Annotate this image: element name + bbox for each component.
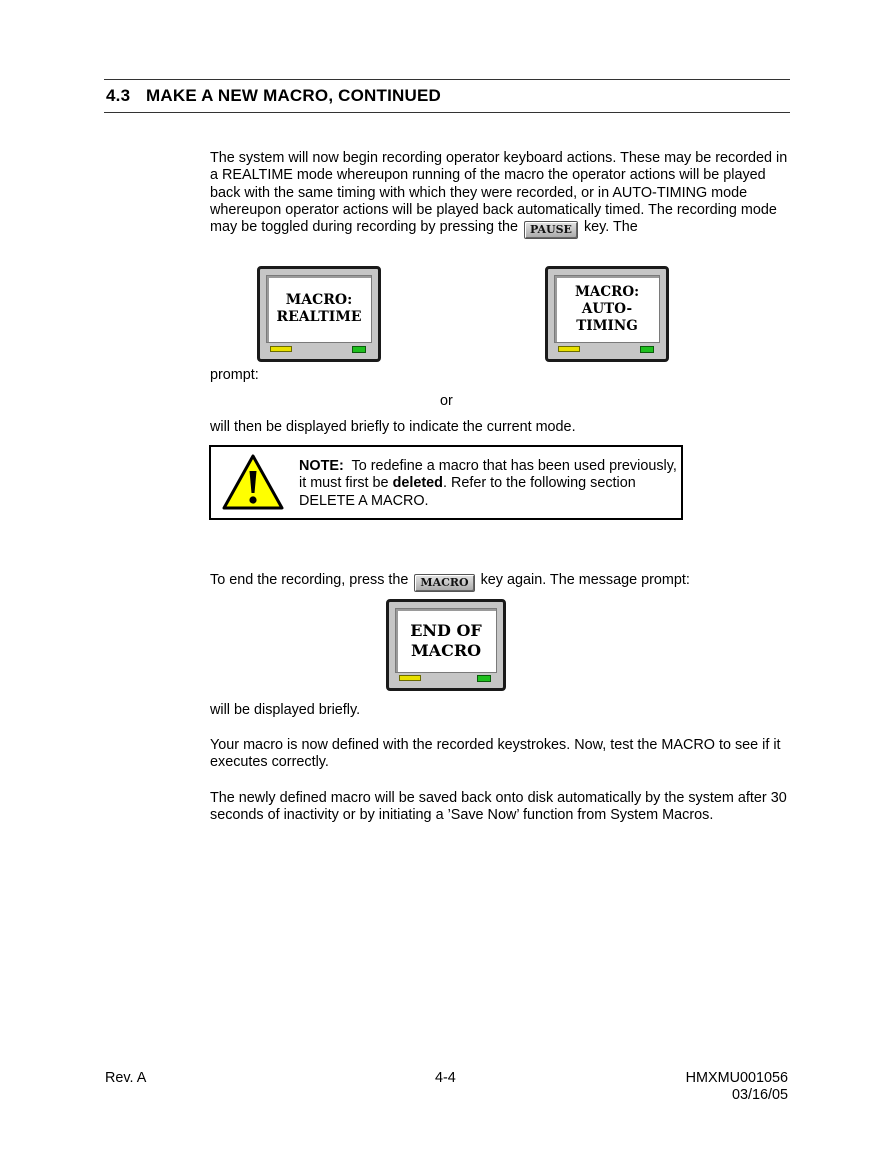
- green-led: [640, 346, 654, 353]
- note-body-end: . Refer to the following section DELETE A MACRO.: [299, 475, 636, 509]
- monitor-end-of-macro: [386, 599, 506, 691]
- displayed-briefly: will be displayed briefly.: [210, 702, 361, 718]
- section-title: MAKE A NEW MACRO, CONTINUED: [146, 86, 442, 105]
- monitor-screen: [395, 608, 497, 673]
- green-led: [352, 346, 366, 353]
- end-recording-paragraph: [210, 572, 790, 592]
- intro-paragraph: [210, 150, 790, 239]
- footer-date: 03/16/05: [731, 1087, 788, 1103]
- yellow-led: [399, 675, 421, 681]
- header-rule-top: [104, 79, 790, 80]
- screen-line: TIMING: [576, 317, 638, 334]
- footer-rev: Rev. A: [105, 1070, 147, 1086]
- note-body: To redefine a macro that has been used previously, it must first be: [299, 458, 677, 492]
- screen-line: MACRO: [410, 640, 482, 660]
- monitor-screen: [266, 275, 372, 343]
- displayed-text: will then be displayed briefly to indicate the current mode.: [210, 419, 576, 435]
- footer-page-number: 4-4: [435, 1070, 456, 1086]
- monitor-auto-timing: [545, 266, 669, 362]
- pause-key: PAUSE: [524, 221, 578, 239]
- intro-text-end: key. The: [583, 219, 638, 236]
- macro-key: MACRO: [414, 574, 474, 592]
- monitor-screen: [554, 275, 660, 343]
- end-text: To end the recording, press the: [210, 572, 409, 588]
- note-label: NOTE:: [299, 458, 344, 474]
- yellow-led: [558, 346, 580, 352]
- green-led: [477, 675, 491, 682]
- screen-line: MACRO:: [285, 292, 353, 308]
- end-text-after: key again. The message prompt:: [480, 572, 690, 588]
- prompt-label: prompt:: [210, 367, 259, 383]
- screen-line: REALTIME: [276, 309, 362, 325]
- section-heading: [106, 86, 441, 106]
- section-number: 4.3: [106, 86, 131, 105]
- footer-doc-block: [686, 1070, 788, 1104]
- warning-triangle-icon: [221, 453, 285, 511]
- or-label: or: [440, 393, 453, 409]
- monitor-realtime: [257, 266, 381, 362]
- yellow-led: [270, 346, 292, 352]
- screen-line: END OF: [410, 620, 482, 640]
- intro-text: The system will now begin recording operator keyboard actions. These may be recorded in a REALTIME mode whereupon running of the macro the operator actions will be played back with the same timing with which they were recorded, or in AUTO-TIMING mode whereupon operator actions will be played back automatically timed. The recording mode may be toggled during recording by pressing the: [210, 150, 788, 236]
- defined-paragraph: Your macro is now defined with the recorded keystrokes. Now, test the MACRO to see if it executes correctly.: [210, 737, 781, 771]
- saved-paragraph: The newly defined macro will be saved back onto disk automatically by the system after 30 seconds of inactivity or by initiating a ’Save Now’ function from System Macros.: [210, 790, 787, 824]
- note-bold: deleted: [392, 475, 443, 492]
- header-rule-bottom: [104, 112, 790, 113]
- footer-doc-id: HMXMU001056: [685, 1070, 788, 1086]
- screen-line: AUTO-: [581, 300, 633, 317]
- note-text: [299, 458, 679, 510]
- note-box: [209, 445, 683, 520]
- screen-line: MACRO:: [574, 283, 640, 300]
